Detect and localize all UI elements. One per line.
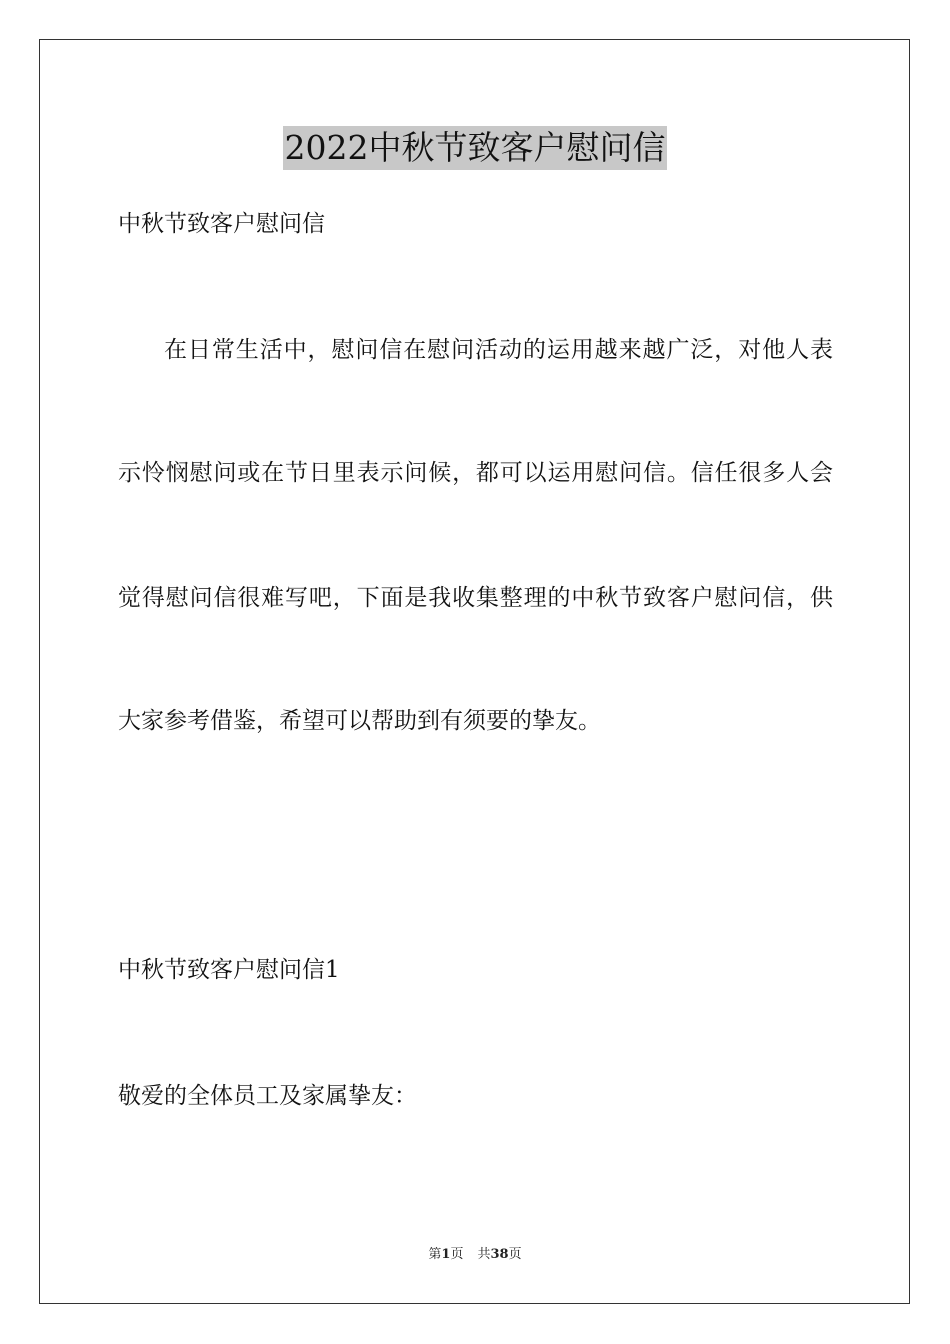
page-total: 38 (490, 1247, 509, 1262)
document-title: 2022中秋节致客户慰问信 (283, 126, 668, 170)
total-prefix: 共 (477, 1247, 491, 1262)
intro-line-4: 大家参考借鉴，希望可以帮助到有须要的挚友。 (118, 708, 601, 734)
intro-line-3: 觉得慰问信很难写吧，下面是我收集整理的中秋节致客户慰问信，供 (118, 585, 833, 611)
page-footer (0, 1246, 950, 1264)
document-subtitle: 中秋节致客户慰问信 (118, 211, 325, 237)
salutation: 敬爱的全体员工及家属挚友： (118, 1083, 417, 1109)
section-heading: 中秋节致客户慰问信1 (118, 957, 340, 983)
page-prefix: 第 (428, 1247, 442, 1262)
intro-line-2: 示怜悯慰问或在节日里表示问候，都可以运用慰问信。信任很多人会 (118, 460, 833, 486)
intro-line-1: 在日常生活中，慰问信在慰问活动的运用越来越广泛，对他人表 (164, 337, 833, 363)
page-suffix: 页 (450, 1247, 464, 1262)
total-suffix: 页 (508, 1247, 522, 1262)
page-current: 1 (441, 1247, 451, 1262)
title-wrap (0, 126, 950, 170)
